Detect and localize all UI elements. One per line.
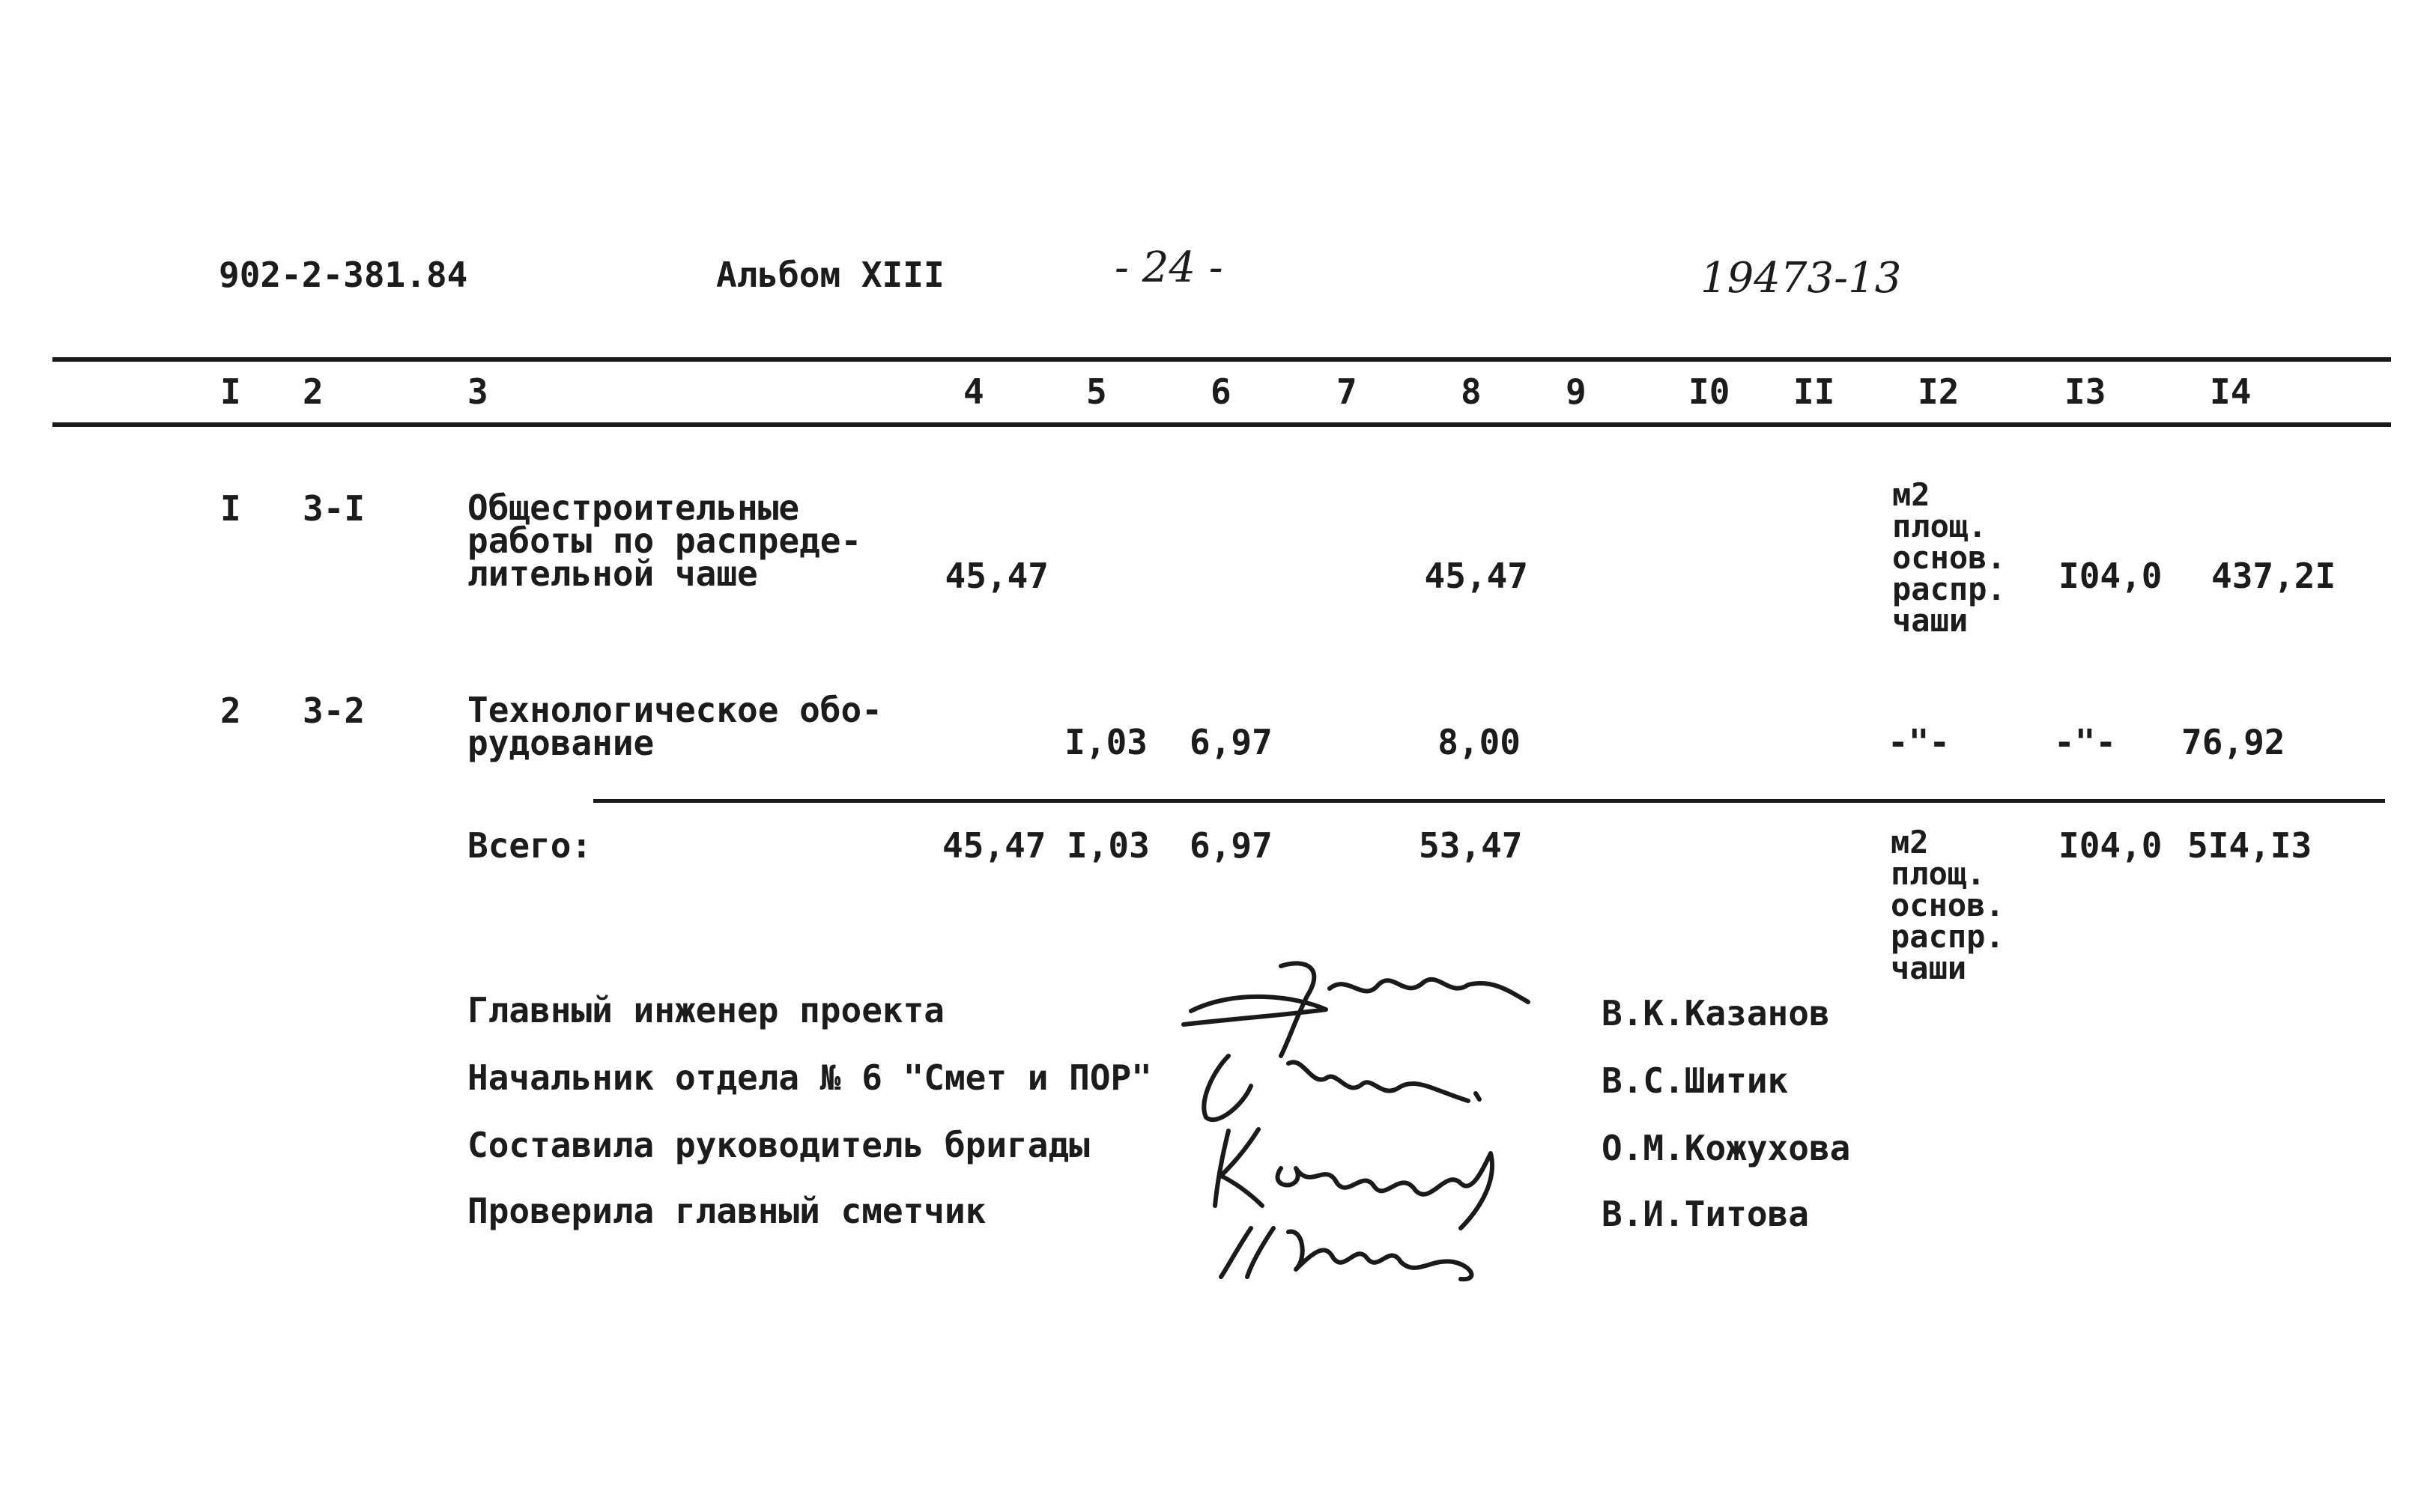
row-name: Общестроительные работы по распреде- лительной чаше xyxy=(467,488,862,594)
column-number: 2 xyxy=(303,371,324,412)
signature-role: Главный инженер проекта xyxy=(467,990,945,1030)
row-code: 3-I xyxy=(303,488,366,529)
total-col14: 5I4,I3 xyxy=(2187,825,2312,866)
column-number: 8 xyxy=(1461,371,1482,412)
cell-col6: 6,97 xyxy=(1190,722,1273,762)
row-name: Технологическое обо- рудование xyxy=(467,690,882,763)
signature-name: В.С.Шитик xyxy=(1602,1060,1789,1101)
cell-col14: 76,92 xyxy=(2181,722,2285,762)
cell-unit: м2 площ. основ. распр. чаши xyxy=(1892,476,2006,639)
cell-col13: I04,0 xyxy=(2058,556,2163,596)
column-number: I2 xyxy=(1918,371,1960,412)
cell-col8: 45,47 xyxy=(1424,556,1528,596)
handwritten-signatures xyxy=(1176,944,1566,1281)
column-number: I0 xyxy=(1688,371,1730,412)
signature-role: Составила руководитель бригады xyxy=(467,1125,1090,1165)
column-number: I xyxy=(220,371,241,412)
column-number: I4 xyxy=(2210,371,2252,412)
total-col8: 53,47 xyxy=(1419,825,1523,866)
total-col4: 45,47 xyxy=(942,825,1046,866)
column-number: 3 xyxy=(467,371,488,412)
total-label: Всего: xyxy=(467,825,593,866)
column-number: 9 xyxy=(1566,371,1587,412)
column-number: 6 xyxy=(1211,371,1231,412)
table-top-rule xyxy=(52,357,2391,362)
inventory-number: 19473-13 xyxy=(1700,254,1902,303)
signature-role: Начальник отдела № 6 "Смет и ПОР" xyxy=(467,1057,1152,1098)
signature-name: О.М.Кожухова xyxy=(1602,1128,1851,1168)
column-number: II xyxy=(1793,371,1835,412)
cell-col13: -"- xyxy=(2054,722,2117,762)
cell-col5: I,03 xyxy=(1064,722,1148,762)
row-code: 3-2 xyxy=(303,690,366,731)
document-code: 902-2-381.84 xyxy=(219,255,468,295)
table-header-rule xyxy=(52,422,2391,427)
cell-col4: 45,47 xyxy=(945,556,1049,596)
total-unit: м2 площ. основ. распр. чаши xyxy=(1891,824,2005,986)
total-col5: I,03 xyxy=(1067,825,1150,866)
signature-name: В.К.Казанов xyxy=(1602,993,1830,1033)
total-col13: I04,0 xyxy=(2058,825,2163,866)
column-number: 4 xyxy=(963,371,984,412)
column-number: I3 xyxy=(2064,371,2106,412)
total-rule xyxy=(593,799,2385,803)
row-number: 2 xyxy=(220,690,241,731)
cell-col14: 437,2I xyxy=(2211,556,2336,596)
cell-col8: 8,00 xyxy=(1437,722,1521,762)
page-number: - 24 - xyxy=(1115,243,1223,292)
column-number: 7 xyxy=(1336,371,1357,412)
row-number: I xyxy=(220,488,241,529)
signature-name: В.И.Титова xyxy=(1602,1194,1809,1234)
total-col6: 6,97 xyxy=(1190,825,1273,866)
column-number: 5 xyxy=(1086,371,1107,412)
album-label: Альбом XIII xyxy=(716,255,945,295)
signature-role: Проверила главный сметчик xyxy=(467,1191,987,1231)
cell-unit: -"- xyxy=(1888,722,1951,762)
